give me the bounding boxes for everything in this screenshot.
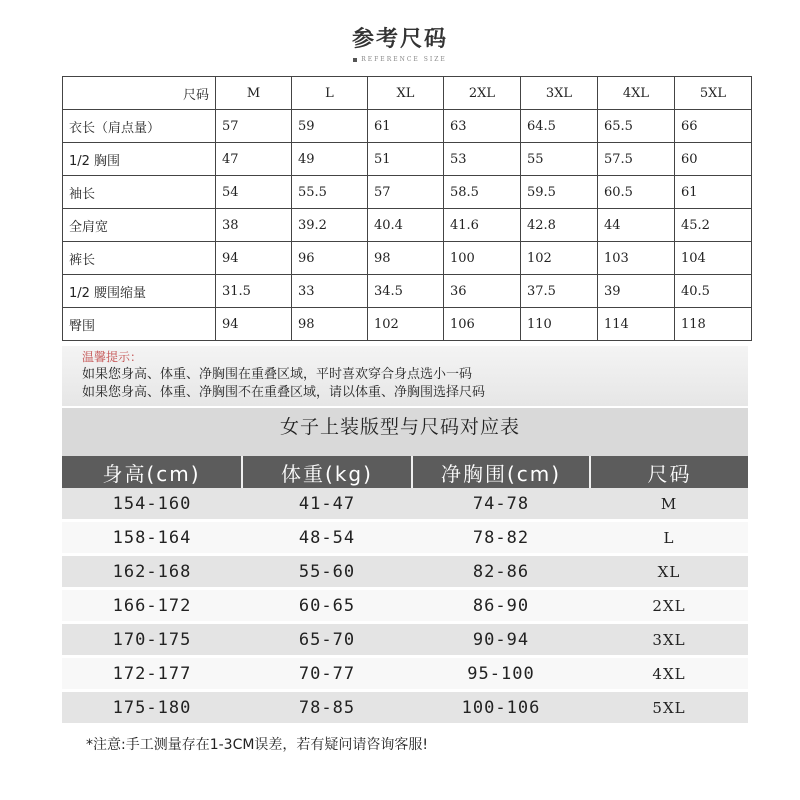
row-label: 1/2 胸围 [63,143,216,176]
column-header: 净胸围(cm) [412,456,590,488]
column-header: 身高(cm) [62,456,242,488]
table-cell: 55-60 [242,555,412,589]
table-cell: 57.5 [598,143,675,176]
table-cell: 98 [368,242,444,275]
page-title: 参考尺码 [351,27,448,52]
table-cell: 61 [675,176,752,209]
table-row [62,488,748,521]
table-cell: 78-82 [412,521,590,555]
table-cell: 96 [292,242,368,275]
table-row [63,308,752,341]
table-cell: 60-65 [242,589,412,623]
row-label: 袖长 [63,176,216,209]
table-cell: 59 [292,110,368,143]
table-row [62,691,748,725]
table-row [63,275,752,308]
row-label: 衣长（肩点量） [63,110,216,143]
table-cell: 51 [368,143,444,176]
table-cell: 37.5 [521,275,598,308]
table-cell: 98 [292,308,368,341]
table-cell: 60 [675,143,752,176]
table-cell: 59.5 [521,176,598,209]
table-cell: 40.4 [368,209,444,242]
table-cell: 103 [598,242,675,275]
table-cell: 106 [444,308,521,341]
women-size-table [62,456,748,726]
table-cell: 66 [675,110,752,143]
table-cell: 44 [598,209,675,242]
size-header-cell: 2XL [444,77,521,110]
tips-heading: 温馨提示： [82,350,143,364]
size-cell: 3XL [590,623,748,657]
size-cell: 2XL [590,589,748,623]
size-header-cell: M [216,77,292,110]
column-header: 体重(kg) [242,456,412,488]
table-cell: 54 [216,176,292,209]
table-cell: 38 [216,209,292,242]
column-header: 尺码 [590,456,748,488]
table-row [62,521,748,555]
bullet-icon [353,58,357,62]
table-cell: 82-86 [412,555,590,589]
table-row [63,209,752,242]
table-cell: 41-47 [242,488,412,521]
table-cell: 86-90 [412,589,590,623]
table-row [63,176,752,209]
table-cell: 53 [444,143,521,176]
table-cell: 170-175 [62,623,242,657]
table-cell: 158-164 [62,521,242,555]
table-cell: 65-70 [242,623,412,657]
size-cell: 4XL [590,657,748,691]
tips-line-2: 如果您身高、体重、净胸围不在重叠区域，请以体重、净胸围选择尺码 [82,385,486,400]
table-cell: 45.2 [675,209,752,242]
table-cell: 39.2 [292,209,368,242]
table-cell: 57 [216,110,292,143]
table-cell: 34.5 [368,275,444,308]
row-label: 全肩宽 [63,209,216,242]
table-cell: 90-94 [412,623,590,657]
reference-size-table [62,76,752,341]
table-cell: 33 [292,275,368,308]
table-row [62,589,748,623]
row-label: 1/2 腰围缩量 [63,275,216,308]
table-cell: 47 [216,143,292,176]
table-cell: 55 [521,143,598,176]
table-cell: 60.5 [598,176,675,209]
table-cell: 104 [675,242,752,275]
table-row [62,555,748,589]
table-cell: 102 [521,242,598,275]
table-cell: 70-77 [242,657,412,691]
table-cell: 95-100 [412,657,590,691]
table-cell: 64.5 [521,110,598,143]
table-cell: 166-172 [62,589,242,623]
size-header-cell: 3XL [521,77,598,110]
table-cell: 61 [368,110,444,143]
table-cell: 49 [292,143,368,176]
table-cell: 65.5 [598,110,675,143]
table-cell: 63 [444,110,521,143]
tips-box [62,346,748,406]
size-cell: L [590,521,748,555]
table-cell: 100-106 [412,691,590,725]
table-cell: 40.5 [675,275,752,308]
table-cell: 94 [216,308,292,341]
table-cell: 114 [598,308,675,341]
measurement-note: *注意:手工测量存在1-3CM误差，若有疑问请咨询客服! [86,737,429,753]
table-cell: 172-177 [62,657,242,691]
subtitle-text: REFERENCE SIZE [361,56,447,63]
table-cell: 118 [675,308,752,341]
table-cell: 41.6 [444,209,521,242]
tips-line-1: 如果您身高、体重、净胸围在重叠区域，平时喜欢穿合身点选小一码 [82,367,473,382]
size-cell: 5XL [590,691,748,725]
table-cell: 58.5 [444,176,521,209]
table-cell: 31.5 [216,275,292,308]
table-row [63,143,752,176]
row-label: 臀围 [63,308,216,341]
table-cell: 94 [216,242,292,275]
table-cell: 100 [444,242,521,275]
table-row [62,623,748,657]
table-cell: 110 [521,308,598,341]
table-cell: 42.8 [521,209,598,242]
table-cell: 154-160 [62,488,242,521]
size-header-cell: 4XL [598,77,675,110]
table-cell: 78-85 [242,691,412,725]
size-header-cell: L [292,77,368,110]
table-cell: 162-168 [62,555,242,589]
table-cell: 74-78 [412,488,590,521]
table-cell: 48-54 [242,521,412,555]
table-cell: 175-180 [62,691,242,725]
size-header-label: 尺码 [63,77,216,110]
women-table-title: 女子上装版型与尺码对应表 [279,416,520,438]
table-cell: 55.5 [292,176,368,209]
size-cell: M [590,488,748,521]
table-row [62,657,748,691]
size-header-row [63,77,752,110]
table-row [63,242,752,275]
table-cell: 57 [368,176,444,209]
size-header-cell: XL [368,77,444,110]
page-subtitle [0,56,800,63]
table-row [63,110,752,143]
table-cell: 102 [368,308,444,341]
size-cell: XL [590,555,748,589]
table-cell: 36 [444,275,521,308]
table-cell: 39 [598,275,675,308]
size-header-cell: 5XL [675,77,752,110]
row-label: 裤长 [63,242,216,275]
